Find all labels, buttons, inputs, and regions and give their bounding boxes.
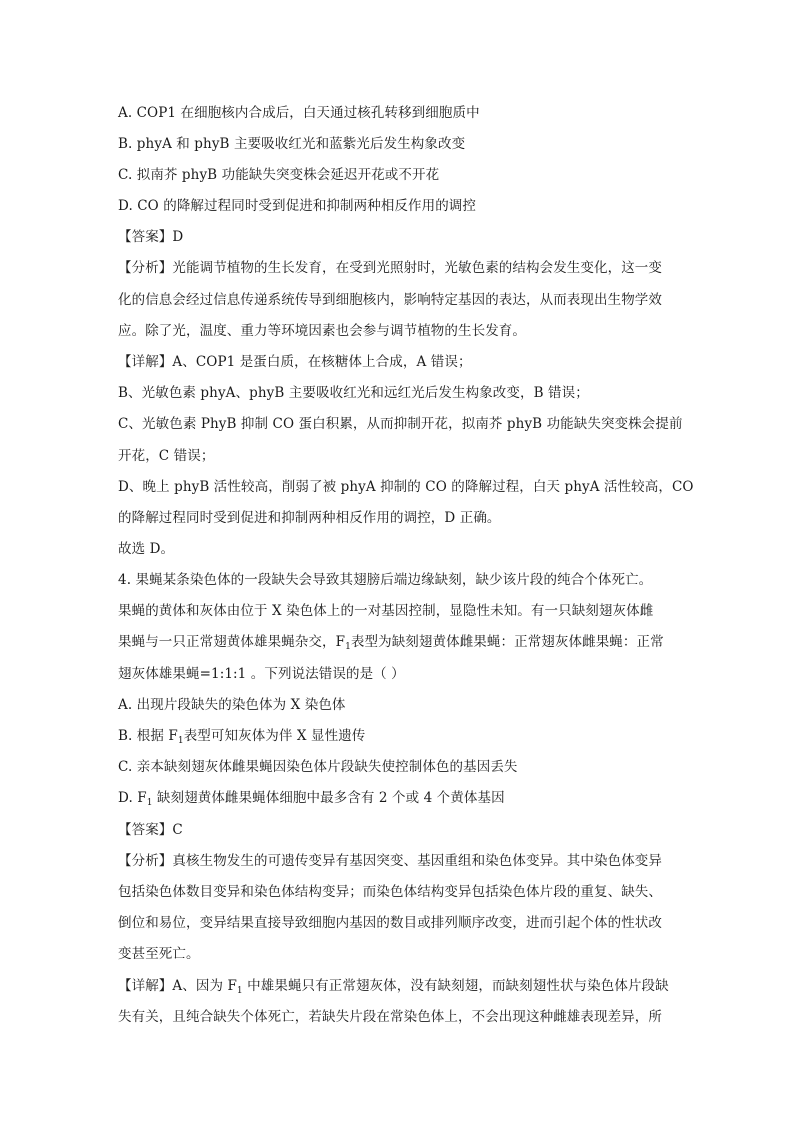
q3-option-d: D. CO 的降解过程同时受到促进和抑制两种相反作用的调控 bbox=[118, 198, 477, 214]
q3-analysis-line: 应。除了光，温度、重力等环境因素也会参与调节植物的生长发育。 bbox=[118, 323, 526, 339]
q3-conclusion: 故选 D。 bbox=[118, 541, 175, 557]
q3-answer: 【答案】D bbox=[118, 229, 184, 245]
q4-analysis-line: 【分析】真核生物发生的可遗传变异有基因突变、基因重组和染色体变异。其中染色体变异 bbox=[118, 853, 662, 869]
q3-option-a: A. COP1 在细胞核内合成后，白天通过核孔转移到细胞质中 bbox=[118, 105, 480, 121]
q3-detail-line: D、晚上 phyB 活性较高，削弱了被 phyA 抑制的 CO 的降解过程，白天 phyA 活性较高，CO bbox=[118, 479, 694, 495]
q3-option-b: B. phyA 和 phyB 主要吸收红光和蓝紫光后发生构象改变 bbox=[118, 136, 466, 152]
q4-detail-line: 失有关，且纯合缺失个体死亡，若缺失片段在常染色体上，不会出现这种雌雄表现差异，所 bbox=[118, 1009, 662, 1025]
q4-analysis-line: 包括染色体数目变异和染色体结构变异；而染色体结构变异包括染色体片段的重复、缺失、 bbox=[118, 884, 662, 900]
q3-detail-line: 【详解】A、COP1 是蛋白质，在核糖体上合成，A 错误； bbox=[118, 354, 472, 370]
q4-analysis-line: 倒位和易位，变异结果直接导致细胞内基因的数目或排列顺序改变，进而引起个体的性状改 bbox=[118, 915, 662, 931]
q4-option-d: D. $F_1$ 缺刻翅黄体雌果蝇体细胞中最多含有 2 个或 4 个黄体基因 bbox=[118, 790, 505, 808]
q3-analysis-line: 化的信息会经过信息传递系统传导到细胞核内，影响特定基因的表达，从而表现出生物学效 bbox=[118, 292, 662, 308]
subscript: 1 bbox=[177, 736, 184, 746]
subscript: 1 bbox=[236, 986, 243, 996]
subscript: 1 bbox=[146, 798, 153, 808]
q4-option-c: C. 亲本缺刻翅灰体雌果蝇因染色体片段缺失使控制体色的基因丢失 bbox=[118, 759, 518, 775]
q4-option-a: A. 出现片段缺失的染色体为 X 染色体 bbox=[118, 697, 346, 713]
q4-detail-line: 【详解】A、因为 $F_1$ 中雄果蝇只有正常翅灰体，没有缺刻翅，而缺刻翅性状与染色体片段缺 bbox=[118, 978, 669, 996]
q4-stem-line: 4. 果蝇某条染色体的一段缺失会导致其翅膀后端边缘缺刻，缺少该片段的纯合个体死亡。 bbox=[118, 572, 653, 588]
q3-option-c: C. 拟南芥 phyB 功能缺失突变株会延迟开花或不开花 bbox=[118, 167, 440, 183]
q4-stem-line: 果蝇与一只正常翅黄体雄果蝇杂交，$F_1$表型为缺刻翅黄体雌果蝇：正常翅灰体雌果蝇：正常 bbox=[118, 634, 664, 652]
q3-detail-line: 的降解过程同时受到促进和抑制两种相反作用的调控，D 正确。 bbox=[118, 510, 501, 526]
q4-answer: 【答案】C bbox=[118, 822, 183, 838]
q3-detail-line: 开花，C 错误； bbox=[118, 448, 215, 464]
q4-analysis-line: 变甚至死亡。 bbox=[118, 946, 200, 962]
q4-stem-line: 果蝇的黄体和灰体由位于 X 染色体上的一对基因控制，显隐性未知。有一只缺刻翅灰体雌 bbox=[118, 603, 654, 619]
q3-detail-line: C、光敏色素 PhyB 抑制 CO 蛋白积累，从而抑制开花，拟南芥 phyB 功能缺失突变株会提前 bbox=[118, 416, 683, 432]
q3-detail-line: B、光敏色素 phyA、phyB 主要吸收红光和远红光后发生构象改变，B 错误； bbox=[118, 385, 589, 401]
q4-option-b: B. 根据 $F_1$表型可知灰体为伴 X 显性遗传 bbox=[118, 728, 366, 746]
q4-stem-line: 翅灰体雄果蝇=1:1:1 。下列说法错误的是（ ） bbox=[118, 666, 405, 682]
subscript: 1 bbox=[345, 642, 351, 652]
q3-analysis-line: 【分析】光能调节植物的生长发育，在受到光照射时，光敏色素的结构会发生变化，这一变 bbox=[118, 260, 662, 276]
